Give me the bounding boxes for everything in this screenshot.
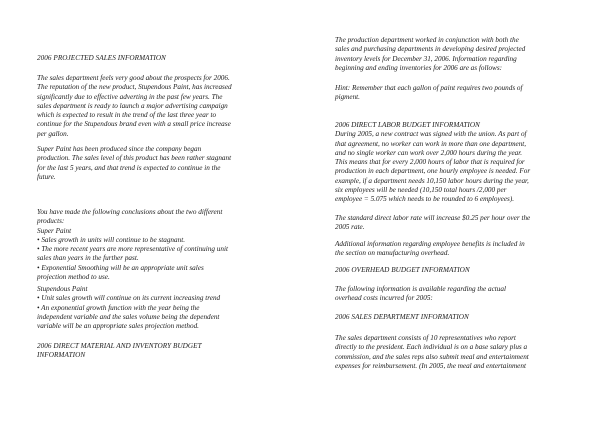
paragraph-super-paint: Super Paint has been produced since the company began production. The sales level of this product has been rather stagnant for the last 5 years, and that trend is expected to continue in the future. (37, 145, 232, 181)
paragraph-hint-pigment: Hint: Remember that each gallon of paint requires two pounds of pigment. (335, 84, 523, 102)
paragraph-sales-department: The sales department consists of 10 representatives who report directly to the president. Each individual is on a base salary plus a commission, and the sales reps also submit meal and entertainment expenses for reimbursement. (In 2005, the meal and entertainment (335, 334, 529, 370)
paragraph-overhead-costs: The following information is available regarding the actual overhead costs incurred for 2005: (335, 285, 506, 303)
paragraph-production-inventory: The production department worked in conjunction with both the sales and purchasing departments in developing desired projected inventory levels for December 31, 2006. Information regarding beginning and ending inventories for 2006 are as follows: (335, 36, 526, 72)
paragraph-employee-benefits: Additional information regarding employee benefits is included in the section on manufacturing overhead. (335, 240, 525, 258)
paragraph-conclusions-super-paint: You have made the following conclusions about the two different products: Super Paint • Sales growth in units will continue to be stagnant. • The more recent years are more representative of continuing unit sales than years in the further past. • Exponential Smoothing will be an appropriate unit sales projection method to use. (37, 208, 228, 282)
heading-projected-sales: 2006 PROJECTED SALES INFORMATION (37, 54, 166, 62)
paragraph-sales-prospects: The sales department feels very good about the prospects for 2006. The reputation of the new product, Stupendous Paint, has increased significantly due to effective adverting in the past few years. The sales department is ready to launch a major advertising campaign which is expected to result in the trend of the last three year to continue for the Stupendous brand even with a small price increase per gallon. (37, 74, 232, 138)
heading-overhead-budget: 2006 OVERHEAD BUDGET INFORMATION (335, 266, 470, 274)
heading-direct-material-inventory: 2006 DIRECT MATERIAL AND INVENTORY BUDGET INFORMATION (37, 342, 202, 360)
heading-sales-department: 2006 SALES DEPARTMENT INFORMATION (335, 313, 469, 321)
paragraph-stupendous-paint: Stupendous Paint • Unit sales growth will continue on its current increasing trend • An exponential growth function with the year being the independent variable and the sales volume being the dependent variable will be an appropriate sales projection method. (37, 285, 221, 331)
paragraph-labor-rate: The standard direct labor rate will increase $0.25 per hour over the 2005 rate. (335, 214, 531, 232)
paragraph-direct-labor: 2006 DIRECT LABOR BUDGET INFORMATION During 2005, a new contract was signed with the union. As part of that agreement, no worker can work in more than one department, and no single worker can work over 2,000 hours during the year. This means that for every 2,000 hours of labor that is required for production in each department, one hourly employee is needed. For example, if a department needs 10,150 labor hours during the year, six employees will be needed (10,150 total hours /2,000 per employee = 5.075 which needs to be rounded to 6 employees). (335, 121, 531, 204)
